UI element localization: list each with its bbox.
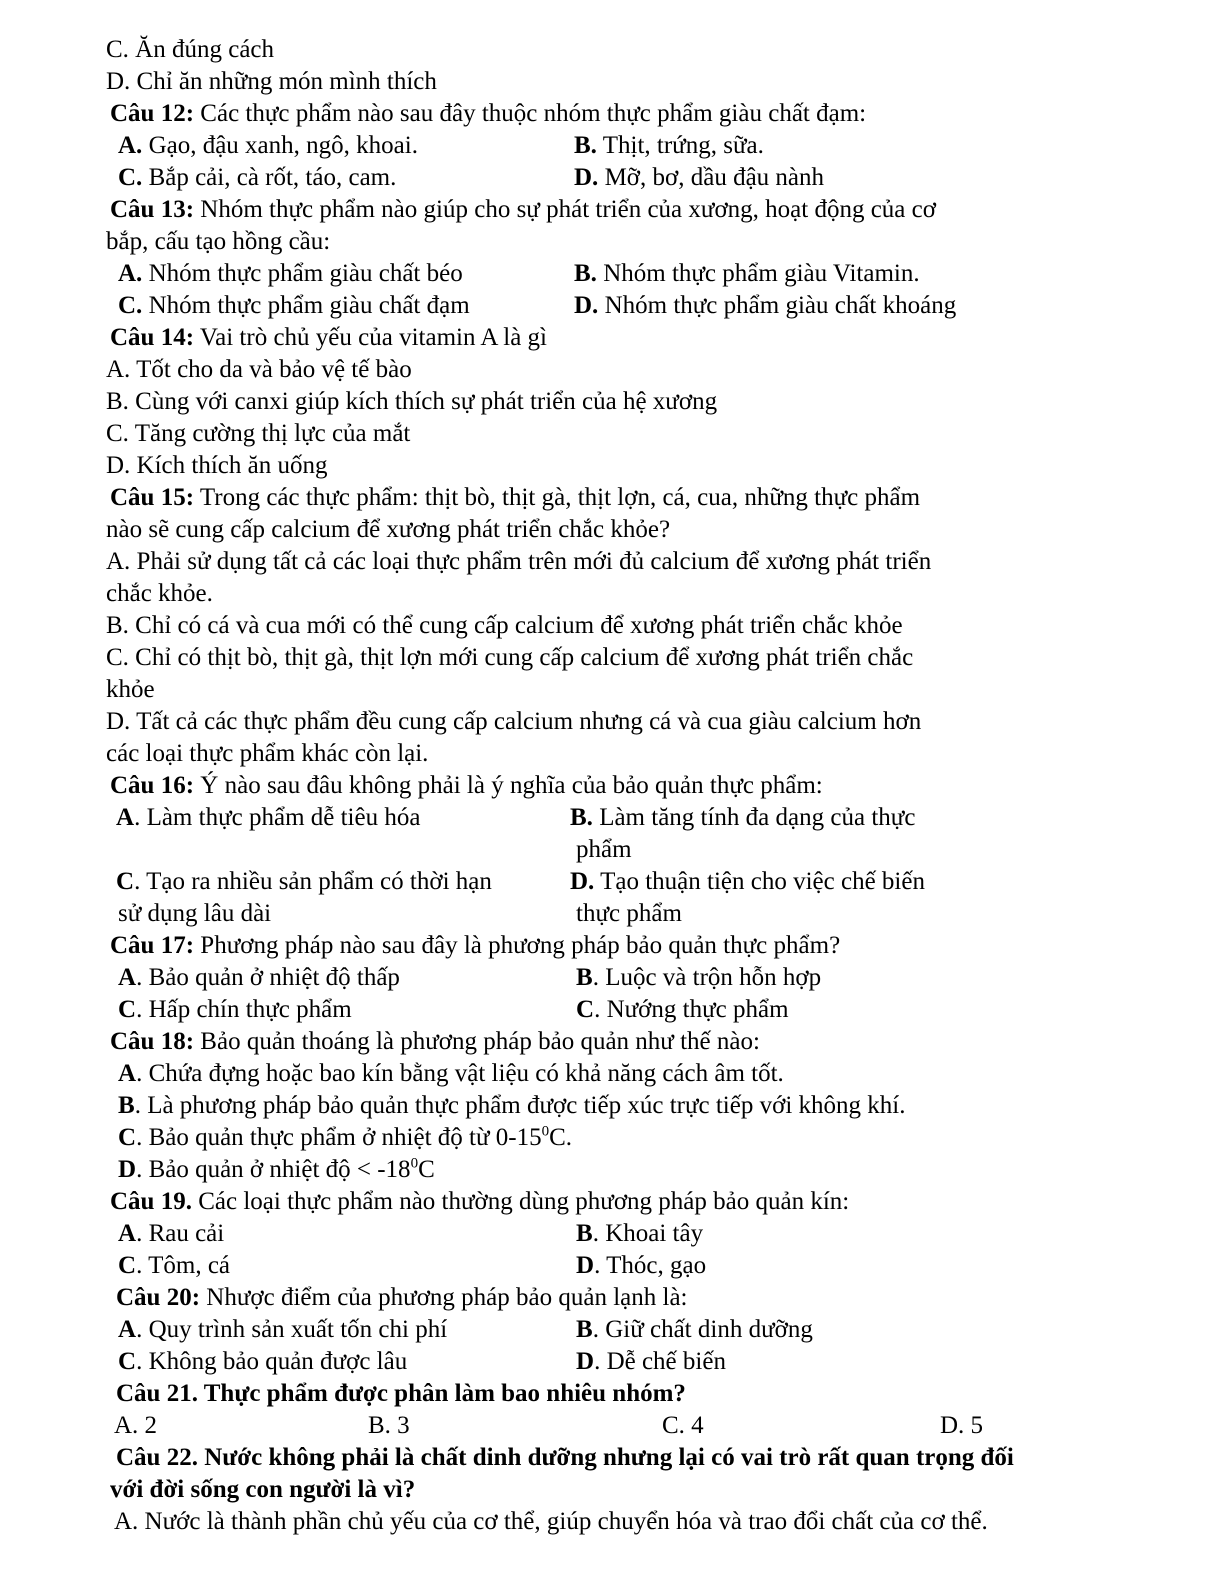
option-b-cont: phẩm xyxy=(576,836,632,863)
option-text: Nhóm thực phẩm giàu chất béo xyxy=(142,260,463,287)
option-text: . Quy trình sản xuất tốn chi phí xyxy=(136,1316,448,1343)
option-text: . Rau cải xyxy=(136,1220,225,1247)
option-text: . Nướng thực phẩm xyxy=(594,996,789,1023)
question-label: Câu 13: xyxy=(110,196,195,223)
option-c: C. 4 xyxy=(662,1412,704,1439)
question-text-cont: bắp, cấu tạo hồng cầu: xyxy=(106,228,331,255)
option-a xyxy=(118,1219,224,1249)
option-a xyxy=(118,131,418,161)
question-15 xyxy=(110,483,920,513)
option-d: D. 5 xyxy=(940,1412,984,1439)
option-text: . Tạo ra nhiều sản phẩm có thời hạn xyxy=(134,868,492,895)
option-text: . Khoai tây xyxy=(592,1220,704,1247)
question-20 xyxy=(116,1283,688,1313)
option-key: A. xyxy=(118,132,143,159)
question-text: Các loại thực phẩm nào thường dùng phương pháp bảo quản kín: xyxy=(191,1188,850,1215)
question-22: Câu 22. Nước không phải là chất dinh dưỡng nhưng lại có vai trò rất quan trọng đối xyxy=(116,1444,1014,1471)
question-12 xyxy=(110,99,866,129)
option-d xyxy=(570,867,925,897)
option-key: B. xyxy=(570,804,593,831)
option-a: A. Phải sử dụng tất cả các loại thực phẩm trên mới đủ calcium để xương phát triển xyxy=(106,548,932,575)
option-text: . Tôm, cá xyxy=(136,1252,231,1279)
option-key: A xyxy=(118,1220,137,1247)
option-text: . Bảo quản ở nhiệt độ thấp xyxy=(136,964,400,991)
option-text: . Bảo quản ở nhiệt độ < -18 xyxy=(136,1156,411,1183)
option-key: D xyxy=(576,1252,595,1279)
option-d xyxy=(574,291,956,321)
option-c xyxy=(118,995,352,1025)
question-13 xyxy=(110,195,936,225)
option-key: D xyxy=(576,1348,595,1375)
option-text: Nhóm thực phẩm giàu chất khoáng xyxy=(598,292,957,319)
option-d-cont: các loại thực phẩm khác còn lại. xyxy=(106,740,429,767)
option-b xyxy=(118,1091,905,1121)
option-d: D. Tất cả các thực phẩm đều cung cấp calcium nhưng cá và cua giàu calcium hơn xyxy=(106,708,922,735)
option-c: C. Chỉ có thịt bò, thịt gà, thịt lợn mới cung cấp calcium để xương phát triển chắc xyxy=(106,644,914,671)
option-b xyxy=(570,803,915,833)
question-label: Câu 20: xyxy=(116,1284,201,1311)
question-text: Trong các thực phẩm: thịt bò, thịt gà, thịt lợn, cá, cua, những thực phẩm xyxy=(194,484,921,511)
option-key: A xyxy=(118,964,137,991)
option-c xyxy=(118,291,470,321)
option-key: B. xyxy=(574,132,597,159)
option-key: C xyxy=(118,1252,137,1279)
option-c xyxy=(118,1123,572,1153)
option-c-cont: sử dụng lâu dài xyxy=(118,900,272,927)
question-19 xyxy=(110,1187,849,1217)
question-text: Nhóm thực phẩm nào giúp cho sự phát triển của xương, hoạt động của cơ xyxy=(194,196,936,223)
option-a xyxy=(116,803,420,833)
question-text: Bảo quản thoáng là phương pháp bảo quản như thế nào: xyxy=(194,1028,760,1055)
option-text: . Thóc, gạo xyxy=(594,1252,707,1279)
option-d xyxy=(118,1155,435,1185)
option-text: Nhóm thực phẩm giàu Vitamin. xyxy=(596,260,920,287)
option-text: Thịt, trứng, sữa. xyxy=(596,132,764,159)
option-text: . Luộc và trộn hỗn hợp xyxy=(592,964,822,991)
option-text-end: C. xyxy=(549,1124,573,1151)
option-text: . Giữ chất dinh dưỡng xyxy=(592,1316,813,1343)
option-text: Bắp cải, cà rốt, táo, cam. xyxy=(142,164,397,191)
option-b: B. 3 xyxy=(368,1412,410,1439)
option-b: B. Chỉ có cá và cua mới có thể cung cấp calcium để xương phát triển chắc khỏe xyxy=(106,612,903,639)
option-key: C xyxy=(116,868,135,895)
option-d xyxy=(574,163,824,193)
question-21: Câu 21. Thực phẩm được phân làm bao nhiêu nhóm? xyxy=(116,1380,686,1407)
option-key: C. xyxy=(118,292,143,319)
option-a xyxy=(118,1059,784,1089)
option-a xyxy=(118,1315,447,1345)
option-a: A. 2 xyxy=(114,1412,158,1439)
question-18 xyxy=(110,1027,760,1057)
question-16 xyxy=(110,771,823,801)
option-text: . Bảo quản thực phẩm ở nhiệt độ từ 0-15 xyxy=(136,1124,542,1151)
question-text: Nhược điểm của phương pháp bảo quản lạnh là: xyxy=(200,1284,688,1311)
question-text: Ý nào sau đâu không phải là ý nghĩa của bảo quản thực phẩm: xyxy=(194,772,823,799)
option-key: C xyxy=(576,996,595,1023)
option-text: Mỡ, bơ, dầu đậu nành xyxy=(598,164,825,191)
option-line: C. Ăn đúng cách xyxy=(106,36,275,63)
option-key: B xyxy=(118,1092,135,1119)
option-key: B xyxy=(576,1316,593,1343)
option-key: D xyxy=(118,1156,137,1183)
option-key: D. xyxy=(570,868,595,895)
option-d: D. Kích thích ăn uống xyxy=(106,452,328,479)
option-a xyxy=(118,259,463,289)
option-a: A. Nước là thành phần chủ yếu của cơ thể, giúp chuyển hóa và trao đổi chất của cơ thể. xyxy=(114,1508,988,1535)
option-key: A xyxy=(118,1060,137,1087)
superscript: 0 xyxy=(410,1155,419,1172)
question-14 xyxy=(110,323,547,353)
option-key: A xyxy=(116,804,135,831)
option-d xyxy=(576,995,789,1025)
option-b xyxy=(574,259,920,289)
question-text-cont: với đời sống con người là vì? xyxy=(110,1476,416,1503)
question-label: Câu 18: xyxy=(110,1028,195,1055)
option-b xyxy=(576,1219,703,1249)
question-label: Câu 17: xyxy=(110,932,195,959)
question-text-cont: nào sẽ cung cấp calcium để xương phát triển chắc khỏe? xyxy=(106,516,671,543)
option-a-cont: chắc khỏe. xyxy=(106,580,213,607)
option-key: A xyxy=(118,1316,137,1343)
option-c xyxy=(118,163,396,193)
option-c xyxy=(118,1347,407,1377)
option-text-end: C xyxy=(418,1156,435,1183)
option-a xyxy=(118,963,400,993)
option-text: . Là phương pháp bảo quản thực phẩm được tiếp xúc trực tiếp với không khí. xyxy=(134,1092,906,1119)
option-key: B xyxy=(576,1220,593,1247)
option-key: C xyxy=(118,1124,137,1151)
option-key: C xyxy=(118,1348,137,1375)
option-key: D. xyxy=(574,292,599,319)
option-text: . Không bảo quản được lâu xyxy=(136,1348,408,1375)
option-text: Nhóm thực phẩm giàu chất đạm xyxy=(142,292,470,319)
option-text: . Chứa đựng hoặc bao kín bằng vật liệu có khả năng cách âm tốt. xyxy=(136,1060,784,1087)
question-label: Câu 14: xyxy=(110,324,195,351)
option-b: B. Cùng với canxi giúp kích thích sự phát triển của hệ xương xyxy=(106,388,718,415)
question-label: Câu 12: xyxy=(110,100,195,127)
option-key: A. xyxy=(118,260,143,287)
option-c xyxy=(116,867,492,897)
option-d xyxy=(576,1347,726,1377)
option-a: A. Tốt cho da và bảo vệ tế bào xyxy=(106,356,412,383)
option-b xyxy=(576,1315,813,1345)
question-text: Vai trò chủ yếu của vitamin A là gì xyxy=(194,324,547,351)
option-key: B xyxy=(576,964,593,991)
question-text: Phương pháp nào sau đây là phương pháp bảo quản thực phẩm? xyxy=(194,932,841,959)
option-text: . Hấp chín thực phẩm xyxy=(136,996,352,1023)
option-key: C xyxy=(118,996,137,1023)
option-text: Gạo, đậu xanh, ngô, khoai. xyxy=(142,132,418,159)
option-text: . Dễ chế biến xyxy=(594,1348,726,1375)
option-d xyxy=(576,1251,706,1281)
option-key: B. xyxy=(574,260,597,287)
question-17 xyxy=(110,931,840,961)
option-b xyxy=(576,963,821,993)
question-label: Câu 19. xyxy=(110,1188,192,1215)
superscript: 0 xyxy=(541,1123,550,1140)
option-c-cont: khỏe xyxy=(106,676,155,703)
option-c: C. Tăng cường thị lực của mắt xyxy=(106,420,411,447)
option-key: C. xyxy=(118,164,143,191)
option-line: D. Chỉ ăn những món mình thích xyxy=(106,68,437,95)
option-text: Làm tăng tính đa dạng của thực xyxy=(592,804,916,831)
option-c xyxy=(118,1251,230,1281)
option-text: Tạo thuận tiện cho việc chế biến xyxy=(594,868,925,895)
option-b xyxy=(574,131,764,161)
question-text: Các thực phẩm nào sau đây thuộc nhóm thực phẩm giàu chất đạm: xyxy=(194,100,867,127)
question-label: Câu 15: xyxy=(110,484,195,511)
question-label: Câu 16: xyxy=(110,772,195,799)
option-d-cont: thực phẩm xyxy=(576,900,682,927)
option-text: . Làm thực phẩm dễ tiêu hóa xyxy=(134,804,421,831)
option-key: D. xyxy=(574,164,599,191)
